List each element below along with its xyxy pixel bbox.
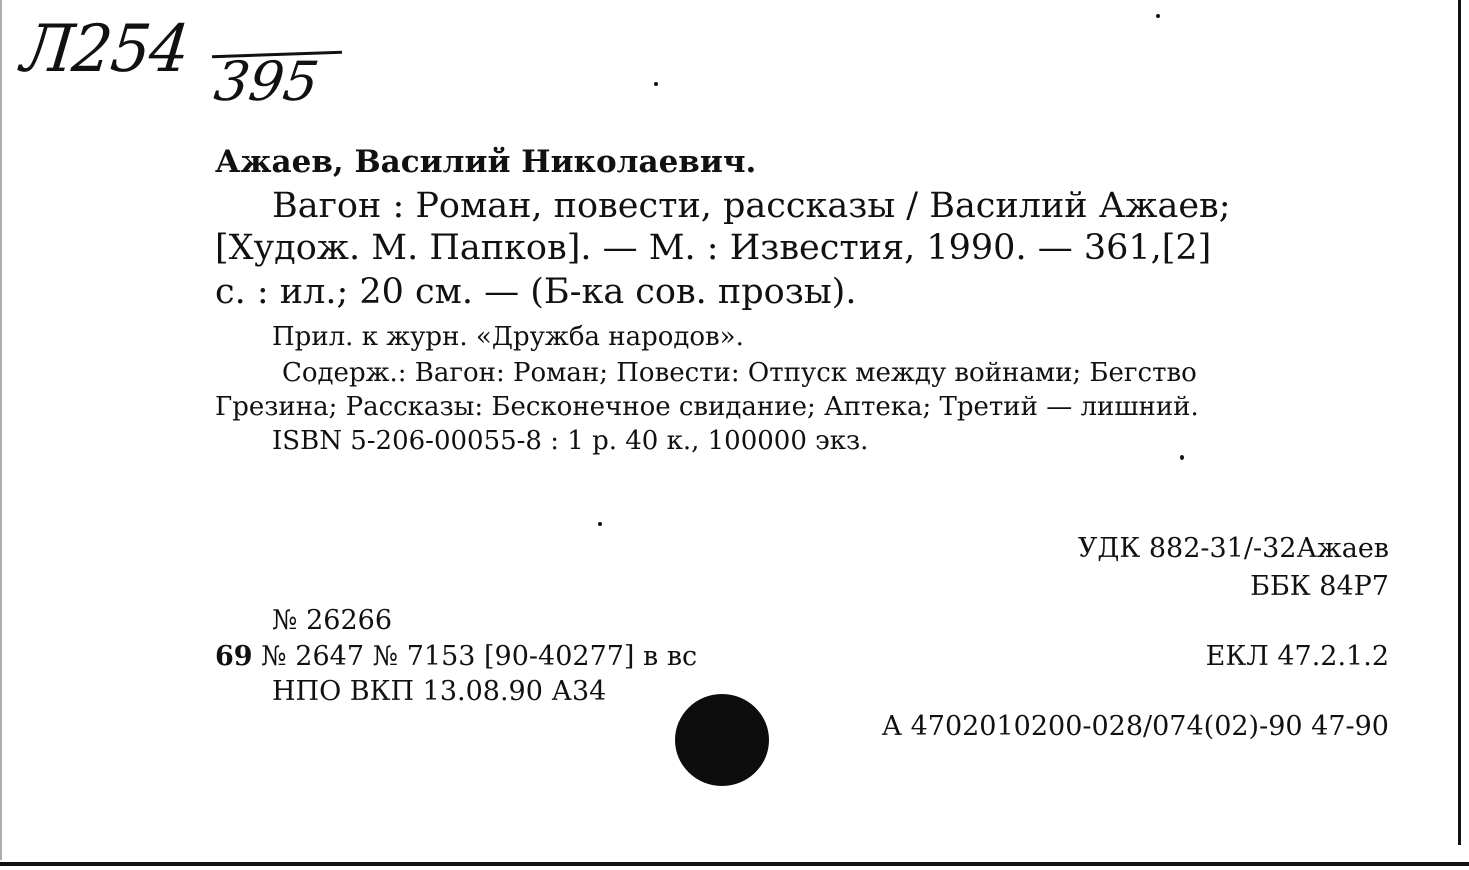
title-line-1: Вагон : Роман, повести, рассказы / Василий Ажаев; — [272, 186, 1231, 226]
handwritten-call-number: Л254 — [18, 10, 193, 87]
note-contents-1: Содерж.: Вагон: Роман; Повести: Отпуск между войнами; Бегство — [282, 358, 1197, 388]
ink-speck — [1180, 455, 1184, 460]
ink-speck — [654, 82, 658, 86]
bbk-code: ББК 84Р7 — [1250, 571, 1389, 602]
note-contents-2: Грезина; Рассказы: Бесконечное свидание; Аптека; Третий — лишний. — [215, 392, 1199, 422]
title-line-2: [Худож. М. Папков]. — М. : Известия, 1990. — 361,[2] — [215, 228, 1212, 268]
print-prefix: 69 — [215, 641, 253, 672]
print-info — [215, 641, 697, 672]
print-organization: НПО ВКП 13.08.90 А34 — [272, 676, 607, 707]
card-left-edge — [0, 0, 2, 860]
print-line: № 2647 № 7153 [90-40277] в вс — [261, 641, 698, 672]
publisher-code: А 4702010200-028/074(02)-90 47-90 — [881, 711, 1389, 742]
isbn-line: ISBN 5-206-00055-8 : 1 р. 40 к., 100000 экз. — [272, 426, 869, 456]
card-number: № 26266 — [272, 605, 393, 636]
udk-code: УДК 882-31/-32Ажаев — [1077, 533, 1389, 564]
note-supplement: Прил. к журн. «Дружба народов». — [272, 322, 744, 352]
ekl-code: ЕКЛ 47.2.1.2 — [1205, 641, 1389, 672]
author-heading: Ажаев, Василий Николаевич. — [215, 144, 757, 180]
title-line-3: с. : ил.; 20 см. — (Б-ка сов. прозы). — [215, 272, 857, 312]
card-right-edge — [1458, 0, 1461, 845]
card-punch-hole — [675, 694, 769, 786]
ink-speck — [1156, 14, 1160, 18]
handwritten-cutter-number: 395 — [210, 50, 323, 113]
card-bottom-edge — [0, 862, 1469, 866]
ink-speck — [598, 522, 602, 526]
